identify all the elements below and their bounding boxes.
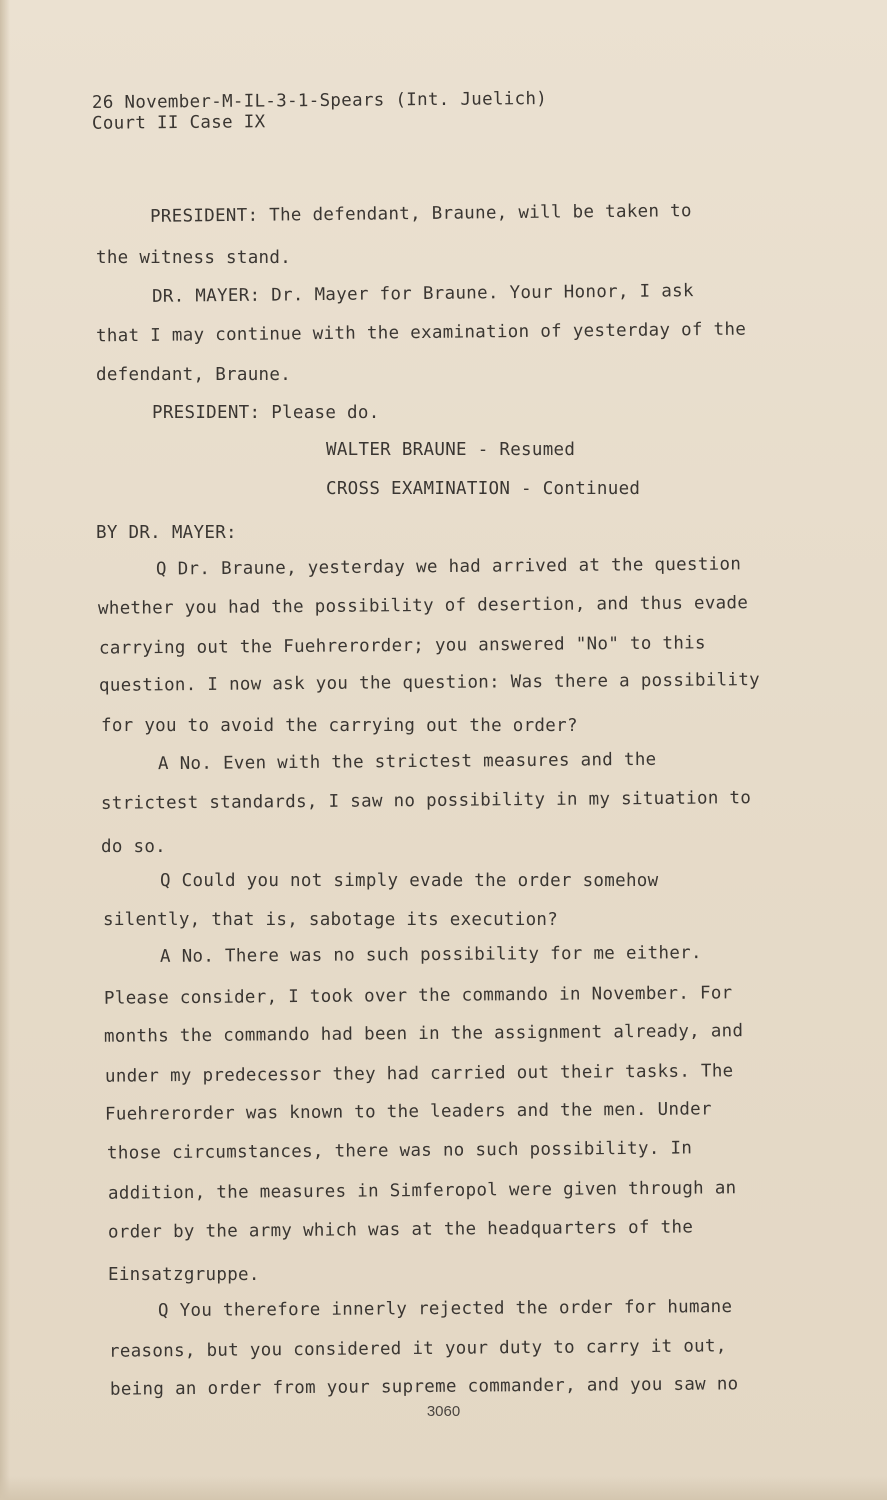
transcript-line: for you to avoid the carrying out the order? [101, 716, 578, 736]
transcript-line: Q Could you not simply evade the order somehow [160, 871, 659, 891]
transcript-line: being an order from your supreme commander, and you saw no [109, 1374, 739, 1400]
transcript-line: months the commando had been in the assignment already, and [103, 1021, 744, 1047]
transcript-line: Please consider, I took over the commando in November. For [103, 983, 733, 1009]
page-bottom-shadow [0, 1476, 887, 1500]
transcript-line: PRESIDENT: The defendant, Braune, will be taken to [149, 201, 692, 227]
examiner-heading: BY DR. MAYER: [96, 523, 237, 543]
transcript-line: PRESIDENT: Please do. [152, 403, 380, 423]
transcript-line: reasons, but you considered it your duty to carry it out, [108, 1336, 727, 1362]
header-line-1: 26 November-M-IL-3-1-Spears (Int. Juelich) [91, 89, 548, 113]
transcript-line: carrying out the Fuehrerorder; you answered "No" to this [98, 633, 706, 659]
page-edge-shadow [0, 0, 10, 1500]
transcript-line: that I may continue with the examination of yesterday of the [95, 319, 747, 347]
transcript-line: those circumstances, there was no such possibility. In [106, 1138, 693, 1164]
transcript-line: defendant, Braune. [96, 365, 292, 385]
transcript-line: order by the army which was at the headquarters of the [107, 1217, 694, 1243]
transcript-line: Q You therefore innerly rejected the order for humane [157, 1296, 733, 1322]
page-number: 3060 [426, 1403, 461, 1420]
header-line-2: Court II Case IX [91, 112, 266, 134]
transcript-line: question. I now ask you the question: Was there a possibility [98, 670, 761, 696]
transcript-line: Q Dr. Braune, yesterday we had arrived at the question [155, 554, 742, 580]
section-heading: CROSS EXAMINATION - Continued [326, 479, 641, 499]
transcript-line: whether you had the possibility of desertion, and thus evade [97, 593, 749, 619]
transcript-line: DR. MAYER: Dr. Mayer for Braune. Your Honor, I ask [151, 281, 694, 307]
transcript-line: A No. Even with the strictest measures and the [157, 749, 657, 775]
transcript-line: strictest standards, I saw no possibility in my situation to [100, 788, 752, 814]
transcript-line: the witness stand. [96, 248, 292, 268]
transcript-line: A No. There was no such possibility for me either. [159, 943, 702, 967]
transcript-line: Fuehrerorder was known to the leaders and the men. Under [104, 1099, 712, 1125]
transcript-line: under my predecessor they had carried out their tasks. The [104, 1061, 734, 1087]
transcript-line: addition, the measures in Simferopol were given through an [107, 1178, 737, 1204]
transcript-line: do so. [101, 837, 167, 857]
transcript-line: Einsatzgruppe. [108, 1265, 260, 1285]
transcript-line: silently, that is, sabotage its execution? [103, 910, 559, 930]
witness-heading: WALTER BRAUNE - Resumed [326, 440, 576, 460]
